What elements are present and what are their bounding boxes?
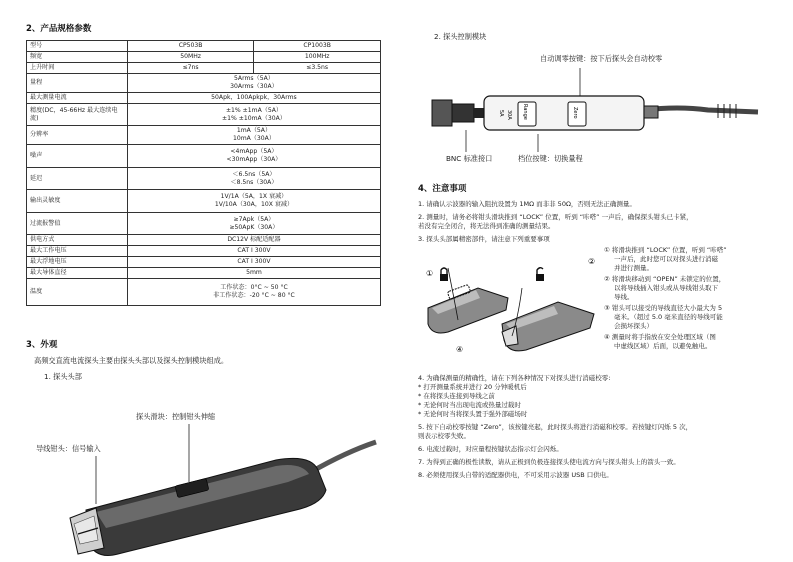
precaution-2: ② 将滑块移动到 “OPEN” 未锁定的位置， 以将导线插入钳头或从导线钳头取下 导线。 xyxy=(604,275,726,301)
spec-value: 1mA（5A） 10mA（30A） xyxy=(127,126,380,145)
spec-label: 分辨率 xyxy=(27,126,128,145)
precautions-list xyxy=(604,246,774,351)
spec-row xyxy=(27,126,381,145)
spec-value: ±1% ±1mA（5A） ±1% ±10mA（30A） xyxy=(127,104,380,126)
precaution-1: ① 将滑块推到 “LOCK” 位置，听到 “咔嗒” 一声后，此时您可以对探头进行消磁 并进行测量。 xyxy=(604,246,727,272)
range-5a-label: 5A xyxy=(498,110,504,117)
lock-open-icon xyxy=(536,268,544,281)
left-column xyxy=(26,22,381,453)
spec-heading: 2、产品规格参数 xyxy=(26,24,92,34)
spec-value: 5mm xyxy=(127,268,380,279)
spec-label: 最大浮地电压 xyxy=(27,257,128,268)
spec-row xyxy=(27,190,381,213)
spec-label: 延迟 xyxy=(27,168,128,190)
spec-row xyxy=(27,52,381,63)
spec-row xyxy=(27,63,381,74)
spec-value-cp503b: CP503B xyxy=(127,41,253,52)
spec-label: 供电方式 xyxy=(27,235,128,246)
spec-row xyxy=(27,213,381,235)
spec-row xyxy=(27,257,381,268)
spec-label: 型号 xyxy=(27,41,128,52)
note-2: 2. 测量时，请务必将钳头滑块推到 “LOCK” 位置，听到 “咔嗒” 一声后，确保探头钳头已卡紧， 若没有完全闭合，将无法得到准确的测量结果。 xyxy=(418,213,693,230)
spec-label: 输出灵敏度 xyxy=(27,190,128,213)
spec-value: DC12V 标配适配器 xyxy=(127,235,380,246)
spec-label: 频宽 xyxy=(27,52,128,63)
probe-head-figure xyxy=(26,412,386,562)
control-module-subtitle: 2. 探头控制模块 xyxy=(434,32,487,41)
spec-row xyxy=(27,268,381,279)
spec-row xyxy=(27,279,381,306)
spec-label: 上升时间 xyxy=(27,63,128,74)
spec-row xyxy=(27,168,381,190)
spec-label: 最大测量电流 xyxy=(27,93,128,104)
spec-value-cp503b: 50MHz xyxy=(127,52,253,63)
spec-row xyxy=(27,74,381,93)
zero-button-label: Zero xyxy=(572,107,578,119)
precaution-3: ③ 钳头可以接受的导线直径大小最大为 5 毫米。（超过 5.0 毫米直径的导线可能 会损坏探头） xyxy=(604,304,723,330)
spec-row xyxy=(27,246,381,257)
spec-value: <4mApp（5A） <30mApp（30A） xyxy=(127,145,380,168)
zero-button[interactable] xyxy=(568,102,586,126)
zero-annotation: 自动调零按键：按下后探头会自动校零 xyxy=(540,54,663,63)
appearance-intro: 高频交直流电流探头主要由探头头部以及探头控制模块组成。 xyxy=(34,356,229,365)
jaw-annotation: 导线钳头：信号输入 xyxy=(36,444,101,453)
spec-row xyxy=(27,145,381,168)
right-column xyxy=(418,32,773,479)
spec-label: 最大工作电压 xyxy=(27,246,128,257)
fig-label-2: ② xyxy=(588,257,596,266)
precaution-4: ④ 测量时将手指放在安全处理区域（图 中虚线区域）后面，以避免触电。 xyxy=(604,333,716,350)
control-module-drawing xyxy=(418,44,778,174)
spec-value: 1V/1A（5A，1X 衰减） 1V/10A（30A，10X 衰减） xyxy=(127,190,380,213)
range-button-label: Range xyxy=(522,104,528,120)
probe-head-subtitle: 1. 探头头部 xyxy=(44,372,82,381)
spec-row xyxy=(27,93,381,104)
spec-value: ≥7Apk（5A） ≥50ApK（30A） xyxy=(127,213,380,235)
range-annotation: 档位按键：切换量程 xyxy=(518,154,583,163)
note-7: 7. 为得到正确的极性读数，请从正极到负极连接探头使电流方向与探头钳头上的箭头一致。 xyxy=(418,458,680,466)
bnc-annotation: BNC 标准接口 xyxy=(446,154,493,163)
note-6: 6. 电流过载时，对应量程按键状态指示灯会闪烁。 xyxy=(418,445,563,453)
spec-value: 工作状态：0°C ~ 50 °C 非工作状态：-20 °C ~ 80 °C xyxy=(127,279,380,306)
spec-label: 噪声 xyxy=(27,145,128,168)
precautions-drawing xyxy=(418,248,598,376)
spec-value-cp1003b: 100MHz xyxy=(254,52,381,63)
note-8: 8. 必须使用探头自带的适配器供电，不可采用示波器 USB 口供电。 xyxy=(418,471,613,479)
spec-value: 50Apk，100Apkpk，30Arms xyxy=(127,93,380,104)
range-button[interactable] xyxy=(518,102,536,126)
spec-value-cp1003b: CP1003B xyxy=(254,41,381,52)
spec-label: 过流报警值 xyxy=(27,213,128,235)
slider-annotation: 探头滑块：控制钳头伸缩 xyxy=(136,412,216,421)
spec-row xyxy=(27,41,381,52)
notes-section xyxy=(418,182,778,484)
fig-label-4: ④ xyxy=(456,345,464,354)
spec-value-cp1003b: ≤3.5ns xyxy=(254,63,381,74)
spec-label: 精度(DC，45-66Hz 最大连续电流) xyxy=(27,104,128,126)
spec-row xyxy=(27,235,381,246)
spec-label: 量程 xyxy=(27,74,128,93)
spec-label: 温度 xyxy=(27,279,128,306)
note-1: 1. 请确认示波器的输入阻抗设置为 1MΩ 而非非 50Ω，否则无法正确测量。 xyxy=(418,200,636,208)
spec-value: 5Arms（5A） 30Arms（30A） xyxy=(127,74,380,93)
probe-precautions-figure xyxy=(418,248,778,378)
fig-label-1: ① xyxy=(426,269,434,278)
spec-value: CAT I 300V xyxy=(127,257,380,268)
appearance-section xyxy=(26,338,386,453)
notes-heading: 4、注意事项 xyxy=(418,184,467,194)
lock-closed-icon xyxy=(440,268,448,281)
note-3: 3. 探头头部属精密部件，请注意下列重要事项 xyxy=(418,235,550,243)
control-module-figure xyxy=(418,44,778,174)
note-4: 4. 为确保测量的精确性，请在下列各种情况下对探头进行消磁校零: * 打开测量系统并进行 20 分钟暖机后 * 在将探头连接到导线之前 * 无论何时当出现电流或热量过载时 * 无论何时当将探头置于强外部磁场时 xyxy=(418,374,611,418)
spec-value: CAT I 300V xyxy=(127,246,380,257)
probe-head-drawing xyxy=(26,412,386,562)
spec-value-cp503b: ≤7ns xyxy=(127,63,253,74)
appearance-heading: 3、外观 xyxy=(26,340,58,350)
range-30a-label: 30A xyxy=(506,110,512,120)
spec-label: 最大导体直径 xyxy=(27,268,128,279)
spec-table xyxy=(26,40,381,306)
spec-row xyxy=(27,104,381,126)
note-5: 5. 按下自动校零按键 “Zero”，该按键亮起，此时探头将进行消磁和校零。若按键灯闪烁 5 次， 则表示校零失败。 xyxy=(418,423,693,440)
spec-value: ＜6.5ns（5A） ＜8.5ns（30A） xyxy=(127,168,380,190)
